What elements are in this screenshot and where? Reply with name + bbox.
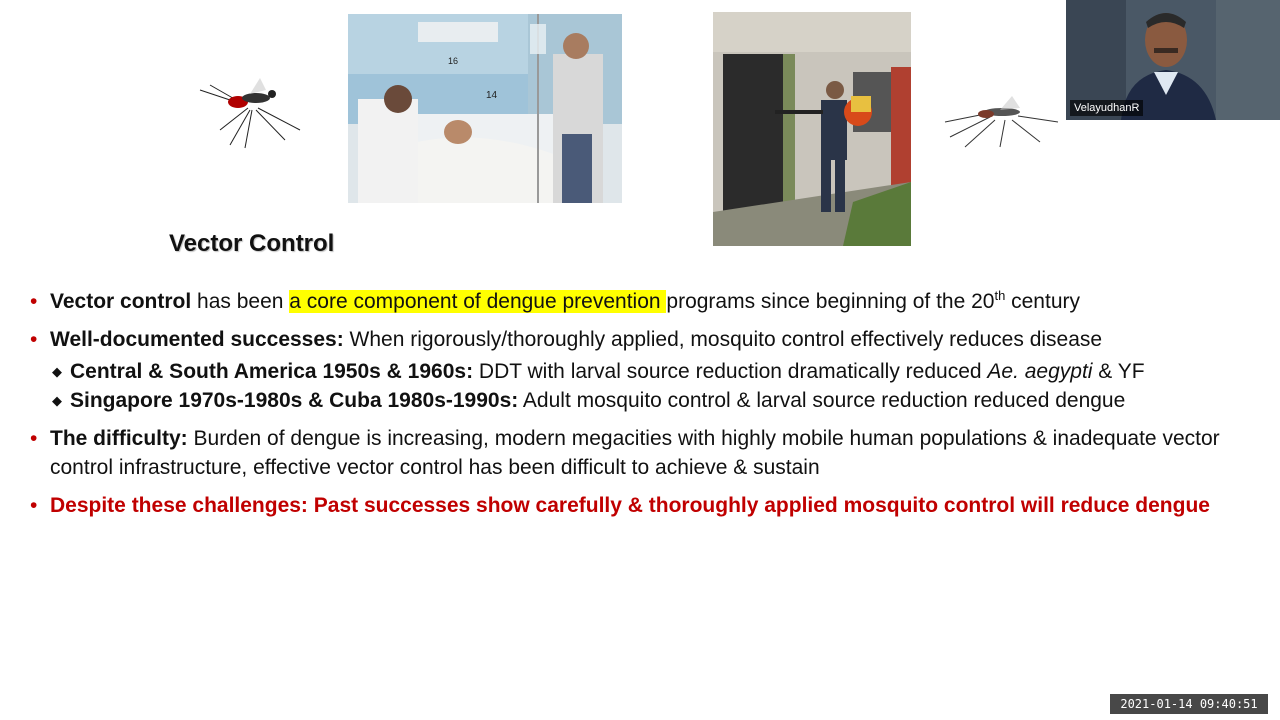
bullet-text: When rigorously/thoroughly applied, mosquito control effectively reduces disease xyxy=(343,328,1103,351)
bullet-the-difficulty xyxy=(30,424,1260,482)
superscript: th xyxy=(994,288,1006,303)
bullet-text: Burden of dengue is increasing, modern megacities with highly mobile human populations & inadequate vector control infrastructure, effective vector control has been difficult to achieve & sustain xyxy=(50,427,1220,479)
conclusion-text: Despite these challenges: Past successes show carefully & thoroughly applied mosquito control will reduce dengue xyxy=(50,494,1210,517)
sub-bullet-lead: Singapore 1970s-1980s & Cuba 1980s-1990s: xyxy=(70,389,519,412)
bed-number-14: 14 xyxy=(486,90,498,101)
presenter-name-label: VelayudhanR xyxy=(1070,100,1143,116)
bullet-marker: • xyxy=(30,290,38,313)
bullet-lead: Vector control xyxy=(50,290,192,313)
hospital-patient-photo xyxy=(348,14,622,203)
sub-bullet-text: & YF xyxy=(1092,360,1145,383)
sub-bullet-singapore-cuba xyxy=(30,386,1260,415)
bullet-text: has been xyxy=(191,290,290,313)
bullet-text: century xyxy=(1005,290,1080,313)
sub-bullet-list xyxy=(30,357,1260,415)
species-name: Ae. aegypti xyxy=(987,360,1093,383)
bullet-text: programs since beginning of the 20 xyxy=(666,290,995,313)
presenter-video-thumbnail[interactable] xyxy=(1066,0,1280,120)
bullet-lead: The difficulty: xyxy=(50,427,188,450)
bullet-marker: • xyxy=(30,494,38,517)
bullet-marker: • xyxy=(30,427,38,450)
sub-bullet-marker: ◆ xyxy=(52,364,62,379)
room-number-16: 16 xyxy=(448,56,459,66)
mosquito-illustration-right xyxy=(940,92,1065,157)
sub-bullet-central-south-america xyxy=(30,357,1260,386)
sub-bullet-text: DDT with larval source reduction dramatically reduced xyxy=(473,360,988,383)
highlighted-text: a core component of dengue prevention xyxy=(289,290,667,313)
bullet-vector-control xyxy=(30,287,1260,316)
sub-bullet-lead: Central & South America 1950s & 1960s: xyxy=(70,360,474,383)
bullet-marker: • xyxy=(30,328,38,351)
insecticide-spraying-photo xyxy=(713,12,911,246)
slide-title: Vector Control xyxy=(169,230,335,257)
bullet-list xyxy=(30,287,1260,529)
bullet-despite-challenges xyxy=(30,491,1260,520)
recording-timestamp: 2021-01-14 09:40:51 xyxy=(1110,694,1268,714)
sub-bullet-marker: ◆ xyxy=(52,393,62,408)
bullet-well-documented-successes xyxy=(30,325,1260,354)
sub-bullet-text: Adult mosquito control & larval source reduction reduced dengue xyxy=(518,389,1126,412)
bullet-lead: Well-documented successes: xyxy=(50,328,344,351)
mosquito-illustration-left xyxy=(190,70,305,155)
